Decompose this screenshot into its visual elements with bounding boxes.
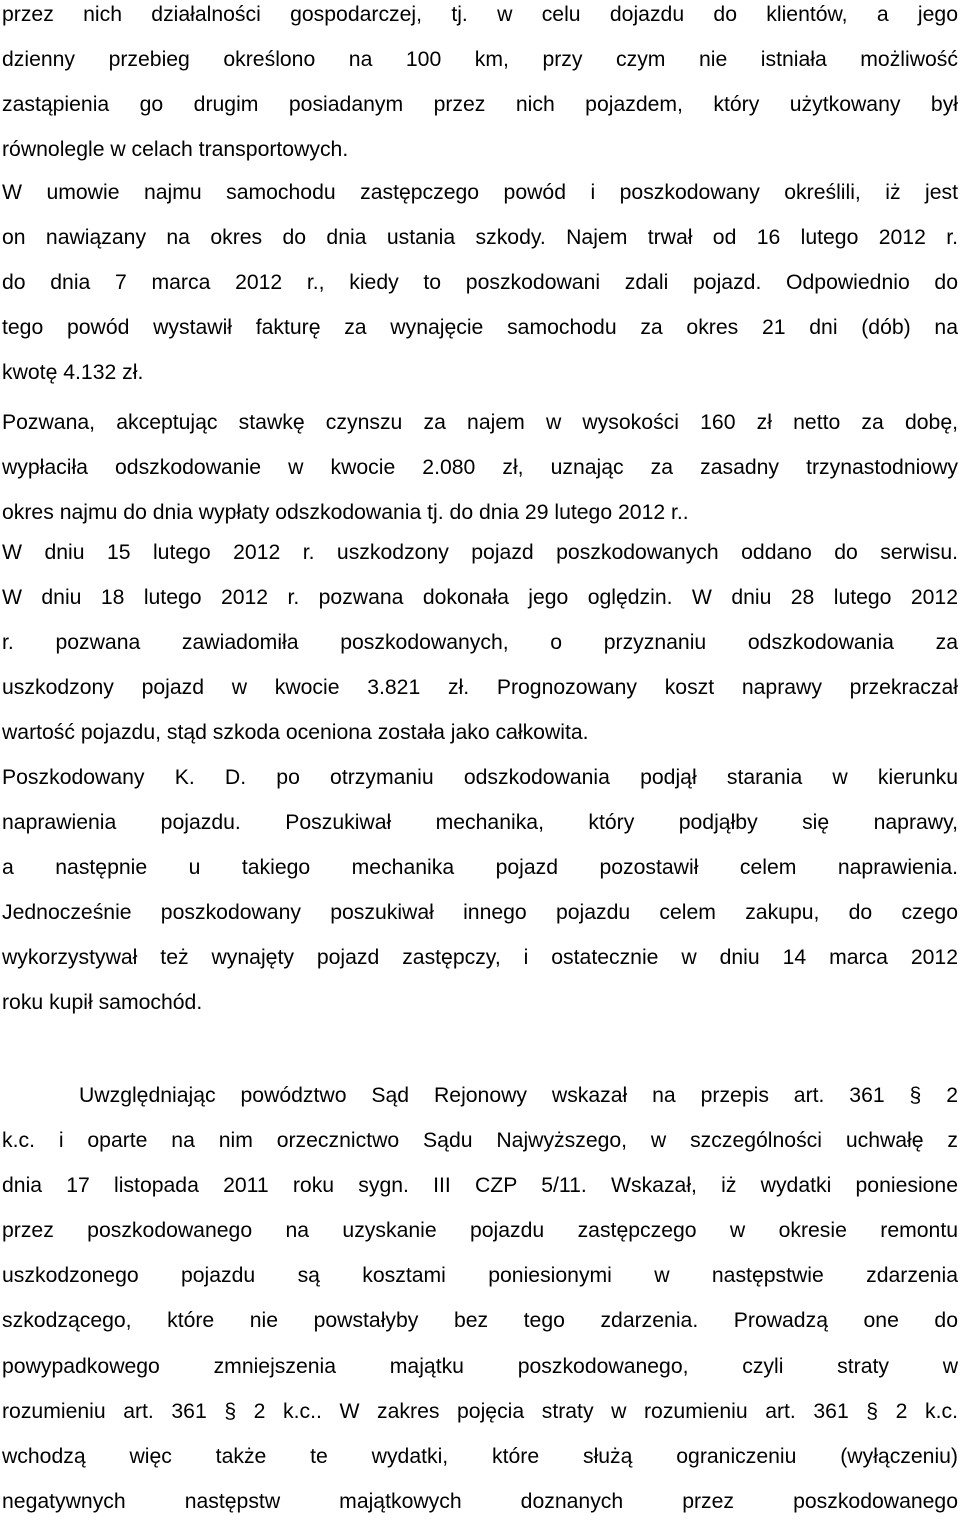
text-line: negatywnych następstw majątkowych doznanych przez poszkodowanego: [2, 1489, 958, 1513]
text-line: tego powód wystawił fakturę za wynajęcie samochodu za okres 21 dni (dób) na: [2, 316, 958, 340]
text-line: r. pozwana zawiadomiła poszkodowanych, o przyznaniu odszkodowania za: [2, 631, 958, 655]
text-line: przez poszkodowanego na uzyskanie pojazdu zastępczego w okresie remontu: [2, 1219, 958, 1243]
text-line: wykorzystywał też wynajęty pojazd zastępczy, i ostatecznie w dniu 14 marca 2012: [2, 946, 958, 970]
text-line: przez nich działalności gospodarczej, tj. w celu dojazdu do klientów, a jego: [2, 3, 958, 26]
text-line: okres najmu do dnia wypłaty odszkodowania tj. do dnia 29 lutego 2012 r..: [2, 501, 689, 525]
text-line: W dniu 18 lutego 2012 r. pozwana dokonała jego oględzin. W dniu 28 lutego 2012: [2, 586, 958, 610]
text-line: W umowie najmu samochodu zastępczego powód i poszkodowany określili, iż jest: [2, 181, 958, 204]
text-line: wchodzą więc także te wydatki, które służą ograniczeniu (wyłączeniu): [2, 1444, 958, 1468]
text-line: dzienny przebieg określono na 100 km, przy czym nie istniała możliwość: [2, 48, 958, 72]
text-line: a następnie u takiego mechanika pojazd pozostawił celem naprawienia.: [2, 856, 958, 880]
text-line: powypadkowego zmniejszenia majątku poszkodowanego, czyli straty w: [2, 1354, 958, 1378]
text-line: wypłaciła odszkodowanie w kwocie 2.080 zł, uznając za zasadny trzynastodniowy: [2, 456, 958, 480]
paragraph-defendant-payment: [2, 400, 958, 535]
text-line: Uwzględniając powództwo Sąd Rejonowy wskazał na przepis art. 361 § 2: [79, 1084, 958, 1107]
text-line: dnia 17 listopada 2011 roku sygn. III CZP 5/11. Wskazał, iż wydatki poniesione: [2, 1174, 958, 1198]
text-line: zastąpienia go drugim posiadanym przez nich pojazdem, który użytkowany był: [2, 93, 958, 117]
paragraph-injured-party-actions: [2, 755, 958, 1026]
text-line: równolegle w celach transportowych.: [2, 138, 349, 162]
paragraph-business-use: [2, 0, 958, 172]
text-line: Pozwana, akceptując stawkę czynszu za najem w wysokości 160 zł netto za dobę,: [2, 411, 958, 434]
paragraph-court-reasoning: [2, 1073, 958, 1524]
text-line: uszkodzony pojazd w kwocie 3.821 zł. Prognozowany koszt naprawy przekraczał: [2, 676, 958, 700]
text-line: Poszkodowany K. D. po otrzymaniu odszkodowania podjął starania w kierunku: [2, 766, 958, 789]
text-line: roku kupił samochód.: [2, 991, 203, 1015]
text-line: szkodzącego, które nie powstałyby bez tego zdarzenia. Prowadzą one do: [2, 1309, 958, 1333]
text-line: kwotę 4.132 zł.: [2, 361, 144, 385]
text-line: wartość pojazdu, stąd szkoda oceniona została jako całkowita.: [2, 721, 589, 745]
paragraph-service-timeline: [2, 530, 958, 755]
text-line: rozumieniu art. 361 § 2 k.c.. W zakres pojęcia straty w rozumieniu art. 361 § 2 k.c.: [2, 1399, 958, 1423]
text-line: uszkodzonego pojazdu są kosztami poniesionymi w następstwie zdarzenia: [2, 1264, 958, 1288]
text-line: on nawiązany na okres do dnia ustania szkody. Najem trwał od 16 lutego 2012 r.: [2, 226, 958, 250]
text-line: k.c. i oparte na nim orzecznictwo Sądu Najwyższego, w szczególności uchwałę z: [2, 1129, 958, 1153]
text-line: do dnia 7 marca 2012 r., kiedy to poszkodowani zdali pojazd. Odpowiednio do: [2, 271, 958, 295]
paragraph-rental-agreement: [2, 170, 958, 395]
text-line: Jednocześnie poszkodowany poszukiwał innego pojazdu celem zakupu, do czego: [2, 901, 958, 925]
text-line: naprawienia pojazdu. Poszukiwał mechanika, który podjąłby się naprawy,: [2, 811, 958, 835]
text-line: W dniu 15 lutego 2012 r. uszkodzony pojazd poszkodowanych oddano do serwisu.: [2, 541, 958, 564]
